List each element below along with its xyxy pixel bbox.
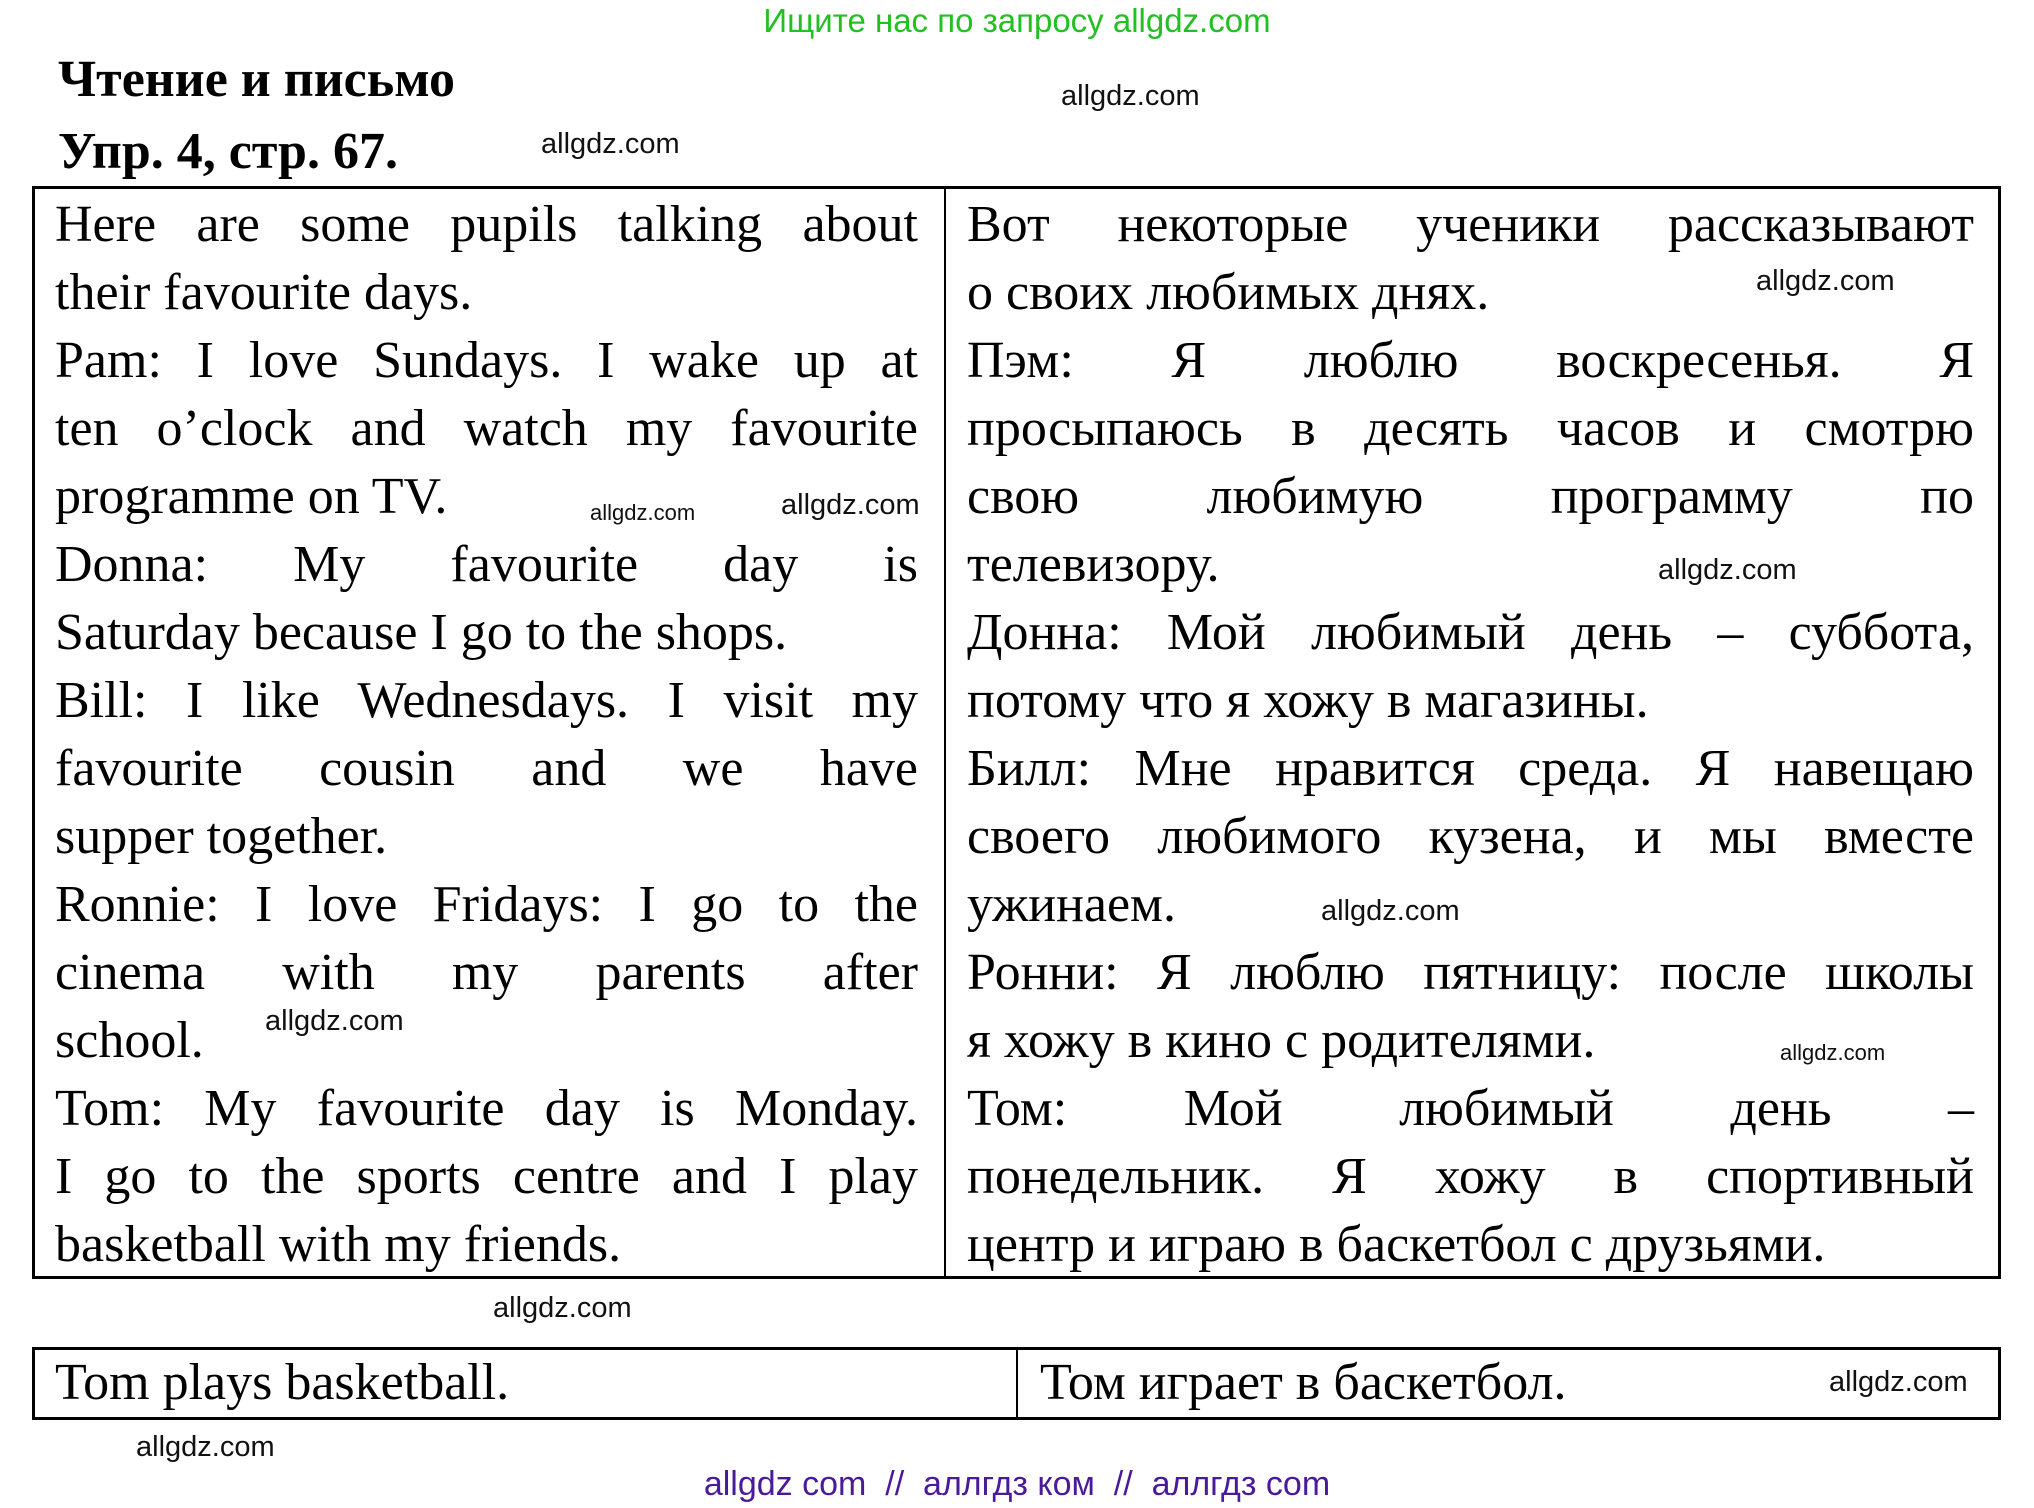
- paragraph-line: Ronnie: I love Fridays: I go to the: [55, 876, 918, 933]
- watermark: allgdz.com: [265, 1005, 404, 1037]
- paragraph-line: basketball with my friends.: [55, 1216, 622, 1273]
- watermark: allgdz.com: [136, 1431, 275, 1463]
- column-divider: [944, 189, 946, 1276]
- footer-links: allgdz com // аллгдз ком // аллгдз com: [703, 1465, 1331, 1503]
- paragraph-line: Here are some pupils talking about: [55, 196, 918, 253]
- exercise-title: Упр. 4, стр. 67.: [58, 123, 398, 180]
- paragraph-line: Tom: My favourite day is Monday.: [55, 1080, 918, 1137]
- paragraph-line: свою любимую программу по: [967, 468, 1974, 525]
- paragraph-line: понедельник. Я хожу в спортивный: [967, 1148, 1974, 1205]
- paragraph-line: cinema with my parents after: [55, 944, 918, 1001]
- section-title: Чтение и письмо: [58, 51, 455, 108]
- answer-english: Tom plays basketball.: [55, 1354, 510, 1411]
- paragraph-line: school.: [55, 1012, 204, 1069]
- paragraph-line: Saturday because I go to the shops.: [55, 604, 788, 661]
- watermark: allgdz.com: [1061, 80, 1200, 112]
- paragraph-line: Том: Мой любимый день –: [967, 1080, 1974, 1137]
- paragraph-line: о своих любимых днях.: [967, 264, 1490, 321]
- watermark: allgdz.com: [1756, 265, 1895, 297]
- paragraph-line: I go to the sports centre and I play: [55, 1148, 918, 1205]
- english-text-column: [55, 191, 918, 1279]
- paragraph-line: своего любимого кузена, и мы вместе: [967, 808, 1974, 865]
- watermark: allgdz.com: [1829, 1366, 1968, 1398]
- russian-text-column: [967, 191, 1974, 1279]
- paragraph-line: просыпаюсь в десять часов и смотрю: [967, 400, 1974, 457]
- paragraph-line: Пэм: Я люблю воскресенья. Я: [967, 332, 1974, 389]
- paragraph-line: Билл: Мне нравится среда. Я навещаю: [967, 740, 1974, 797]
- paragraph-line: supper together.: [55, 808, 388, 865]
- paragraph-line: я хожу в кино с родителями.: [967, 1012, 1596, 1069]
- paragraph-line: центр и играю в баскетбол с друзьями.: [967, 1216, 1826, 1273]
- watermark: allgdz.com: [493, 1292, 632, 1324]
- column-divider: [1016, 1350, 1018, 1417]
- paragraph-line: ужинаем.: [967, 876, 1176, 933]
- paragraph-line: Ронни: Я люблю пятницу: после школы: [967, 944, 1974, 1001]
- paragraph-line: their favourite days.: [55, 264, 473, 321]
- paragraph-line: ten o’clock and watch my favourite: [55, 400, 918, 457]
- paragraph-line: потому что я хожу в магазины.: [967, 672, 1649, 729]
- paragraph-line: Pam: I love Sundays. I wake up at: [55, 332, 918, 389]
- watermark: allgdz.com: [1780, 1040, 1886, 1065]
- paragraph-line: programme on TV.: [55, 468, 448, 525]
- answer-russian: Том играет в баскетбол.: [1040, 1354, 1567, 1411]
- paragraph-line: телевизору.: [967, 536, 1220, 593]
- search-banner: Ищите нас по запросу allgdz.com: [763, 2, 1271, 39]
- paragraph-line: favourite cousin and we have: [55, 740, 918, 797]
- watermark: allgdz.com: [1658, 554, 1797, 586]
- watermark: allgdz.com: [1321, 895, 1460, 927]
- watermark: allgdz.com: [781, 489, 920, 521]
- paragraph-line: Донна: Мой любимый день – суббота,: [967, 604, 1974, 661]
- paragraph-line: Donna: My favourite day is: [55, 536, 918, 593]
- watermark: allgdz.com: [590, 500, 696, 525]
- paragraph-line: Bill: I like Wednesdays. I visit my: [55, 672, 918, 729]
- watermark: allgdz.com: [541, 128, 680, 160]
- paragraph-line: Вот некоторые ученики рассказывают: [967, 196, 1974, 253]
